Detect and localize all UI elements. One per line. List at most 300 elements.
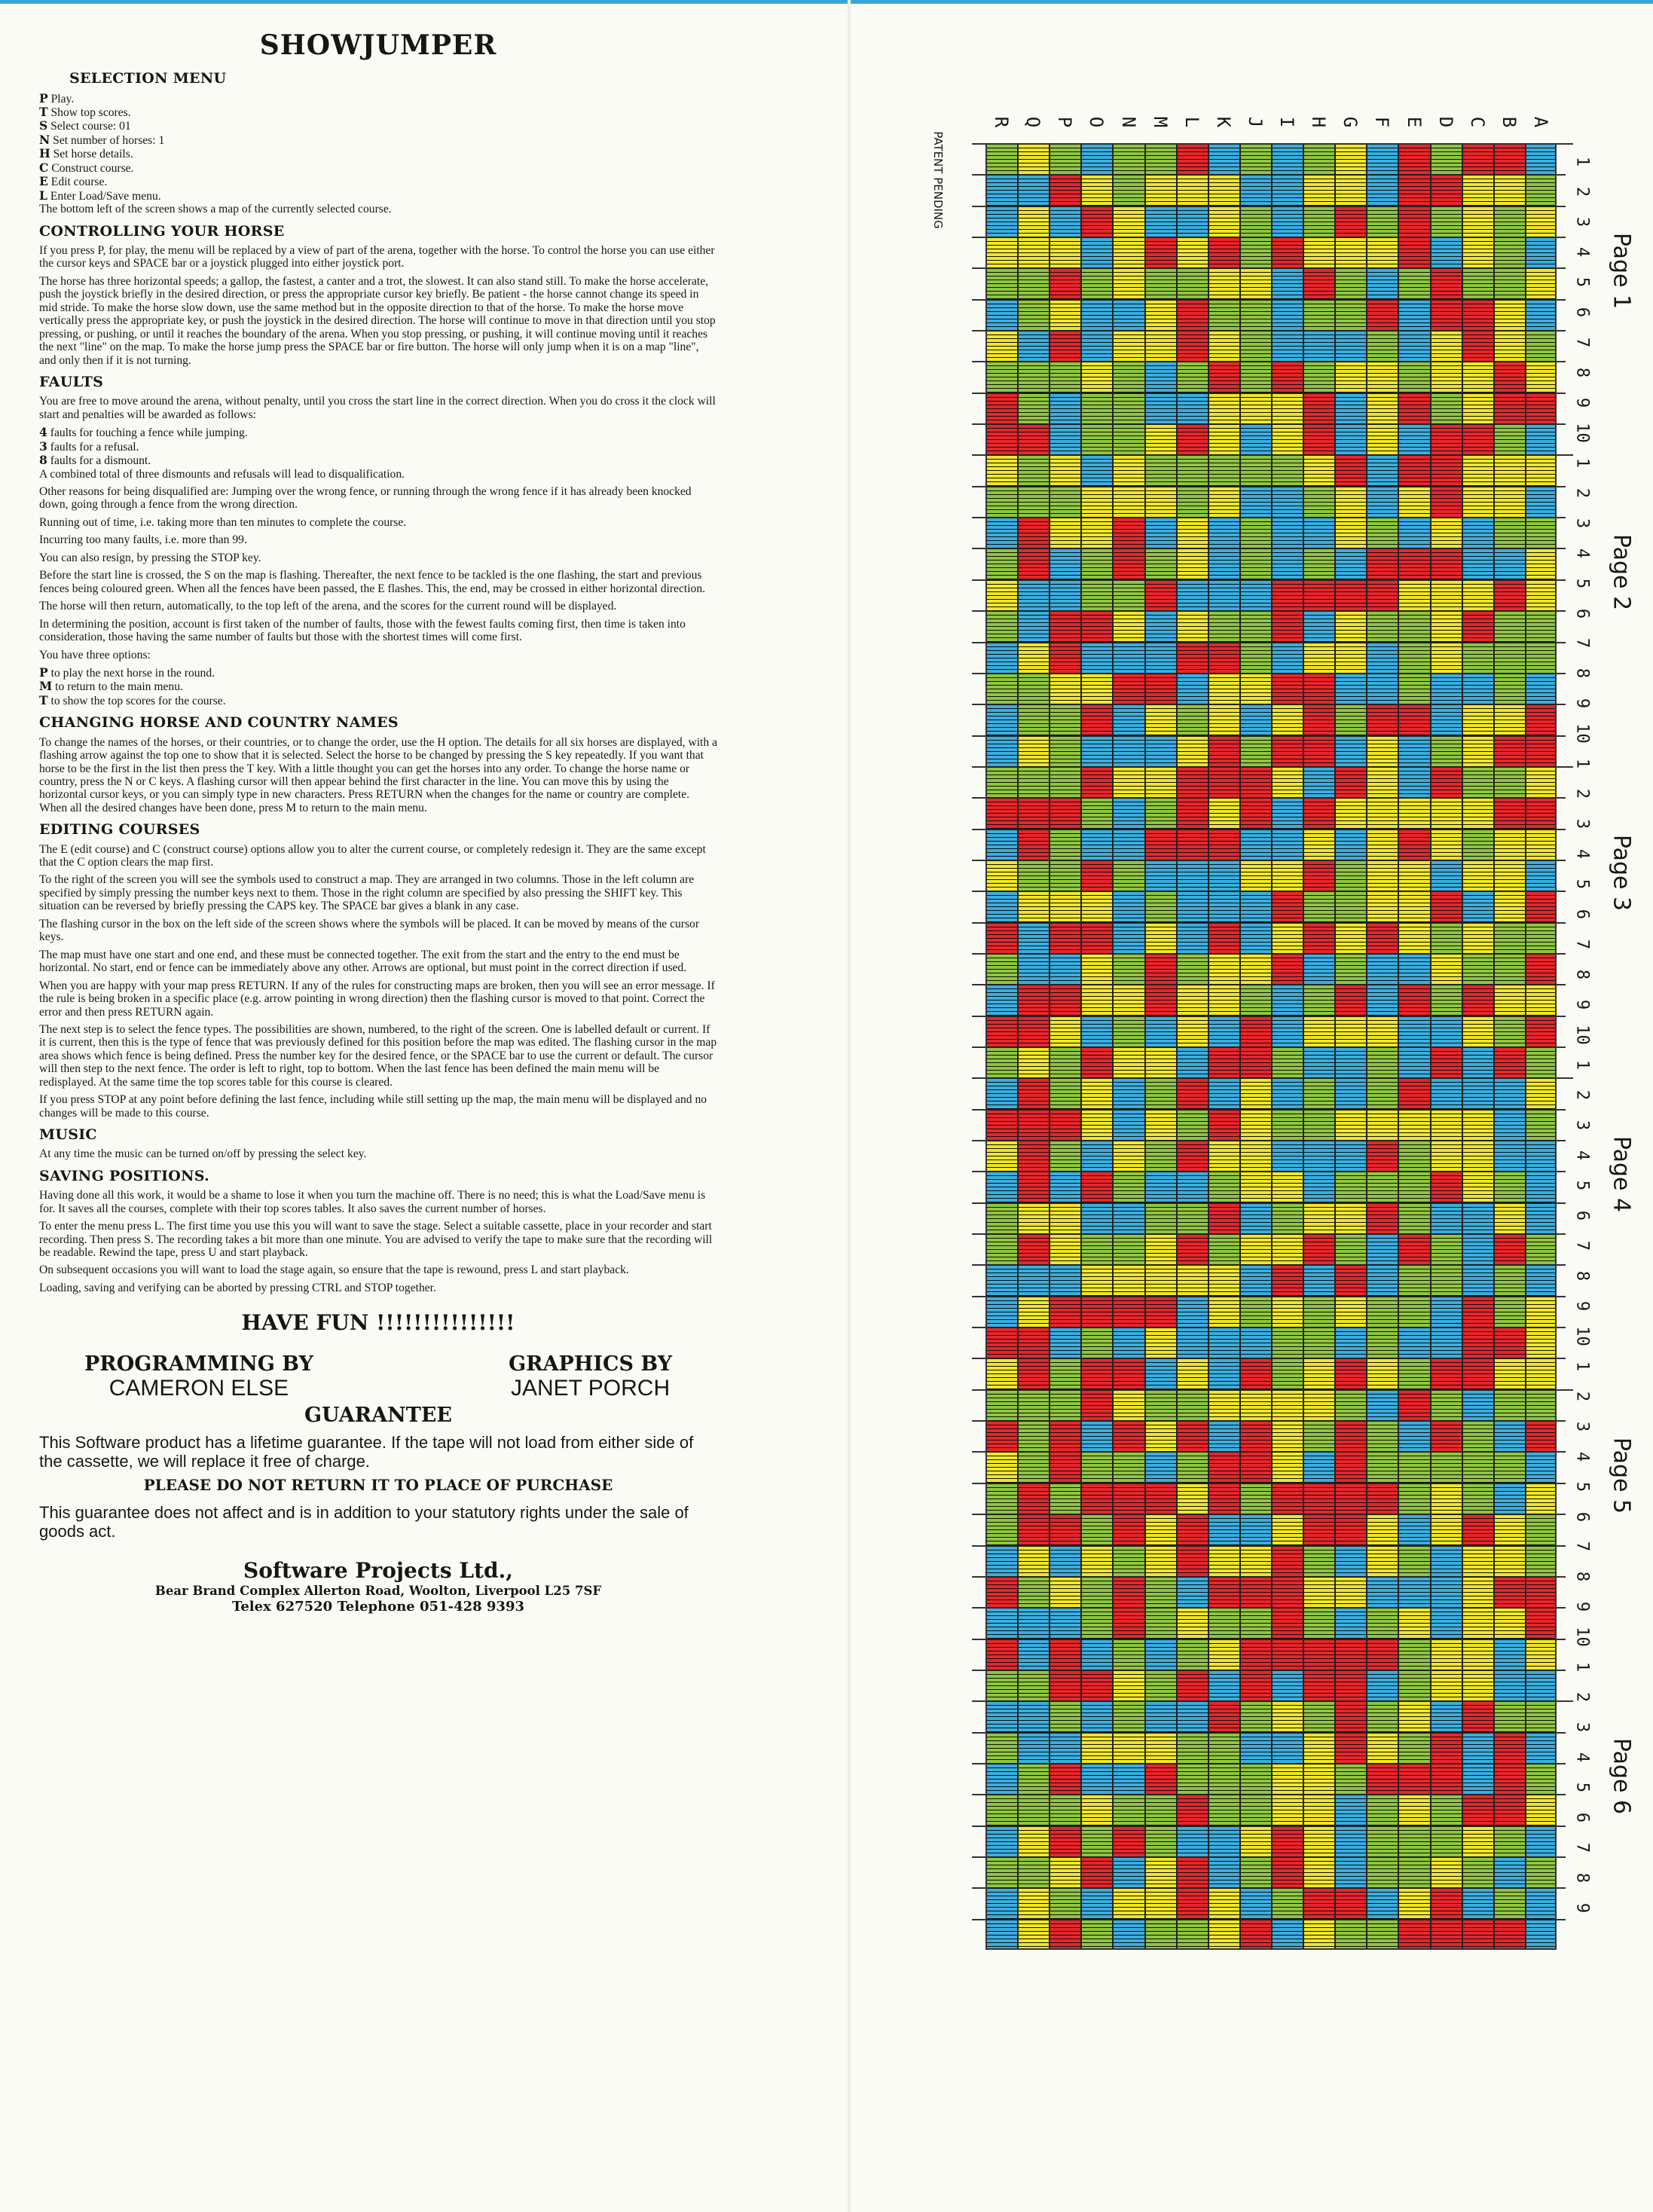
key-description: Set horse details. — [50, 148, 133, 161]
instruction-sections — [39, 71, 717, 1294]
paragraph: The horse will then return, automatically, to the top left of the arena, and the scores for the current round will be displayed. — [39, 600, 617, 613]
key-label: 4 — [39, 425, 47, 440]
grid-cell — [1209, 145, 1239, 174]
row-tick — [1557, 393, 1566, 394]
grid-cell — [1431, 581, 1462, 610]
grid-cell — [1273, 892, 1303, 921]
grid-cell — [1463, 1453, 1493, 1482]
grid-cell — [1082, 269, 1112, 298]
grid-cell — [1336, 581, 1366, 610]
grid-cell — [1082, 238, 1112, 267]
grid-cell — [1463, 1111, 1493, 1140]
grid-cell — [1178, 1328, 1208, 1358]
grid-cell — [1526, 674, 1557, 704]
row-number: 6 — [1572, 1813, 1592, 1823]
grid-cell — [987, 737, 1017, 766]
grid-cell — [1273, 1111, 1303, 1140]
grid-cell — [1146, 1297, 1176, 1327]
grid-cell — [1399, 1048, 1429, 1077]
grid-cell — [1178, 768, 1208, 797]
grid-cell — [1399, 1111, 1429, 1140]
grid-cell — [1336, 269, 1366, 298]
grid-cell — [1273, 737, 1303, 766]
grid-cell — [1304, 1764, 1334, 1794]
grid-cell — [1146, 549, 1176, 579]
grid-cell — [1082, 1453, 1112, 1482]
grid-cell — [1463, 1141, 1493, 1171]
grid-cell — [1178, 1609, 1208, 1638]
row-tick — [1557, 486, 1566, 487]
grid-cell — [1082, 1422, 1112, 1451]
grid-cell — [1241, 924, 1271, 953]
key-label: P — [39, 90, 48, 105]
grid-cell — [1114, 487, 1144, 517]
grid-cell — [987, 362, 1017, 392]
grid-cell — [1431, 892, 1462, 921]
grid-cell — [1209, 1141, 1239, 1171]
grid-cell — [1019, 1578, 1049, 1607]
grid-cell — [1114, 1141, 1144, 1171]
grid-cell — [1050, 1547, 1080, 1576]
grid-cell — [1050, 1017, 1080, 1046]
grid-cell — [1241, 768, 1271, 797]
grid-cell — [1431, 269, 1462, 298]
grid-cell — [1273, 1328, 1303, 1358]
grid-cell — [1146, 955, 1176, 984]
grid-cell — [1304, 861, 1334, 891]
column-letter: I — [1276, 116, 1298, 128]
row-tick-left — [972, 454, 985, 456]
grid-cell — [1431, 643, 1462, 673]
row-tick-left — [972, 704, 985, 705]
grid-cell — [1082, 1297, 1112, 1327]
grid-cell — [1336, 1858, 1366, 1887]
grid-cell — [1304, 487, 1334, 517]
grid-cell — [1019, 1640, 1049, 1670]
paragraph: In determining the position, account is first taken of the number of faults, those with the fewest faults coming first, then time is taken into consideration, those having the same number of faults but those with the shortest times will come first. — [39, 617, 686, 644]
row-tick-left — [972, 1670, 985, 1671]
grid-cell — [1367, 924, 1398, 953]
grid-cell — [1019, 1235, 1049, 1264]
grid-cell — [1082, 1702, 1112, 1731]
grid-cell — [1050, 1702, 1080, 1731]
grid-cell — [1082, 487, 1112, 517]
grid-cell — [1050, 549, 1080, 579]
grid-cell — [1399, 643, 1429, 673]
grid-cell — [1336, 768, 1366, 797]
grid-cell — [1495, 362, 1525, 392]
row-tick — [1557, 922, 1566, 924]
grid-cell — [1209, 1048, 1239, 1077]
grid-cell — [1082, 737, 1112, 766]
instructions-column — [39, 30, 717, 2200]
row-number: 7 — [1572, 1843, 1592, 1853]
row-number: 10 — [1572, 1025, 1592, 1045]
grid-cell — [1399, 1204, 1429, 1233]
grid-cell — [1241, 1578, 1271, 1607]
grid-cell — [987, 331, 1017, 361]
grid-cell — [1178, 1235, 1208, 1264]
row-number: 8 — [1572, 1572, 1592, 1582]
grid-cell — [1082, 768, 1112, 797]
grid-cell — [1526, 705, 1557, 735]
grid-cell — [1526, 581, 1557, 610]
graphics-artist-name: JANET PORCH — [510, 1375, 671, 1401]
graphics-heading: GRAPHICS BY — [509, 1352, 672, 1376]
row-number: 3 — [1572, 1722, 1592, 1733]
grid-cell — [1304, 207, 1334, 237]
grid-cell — [1336, 1079, 1366, 1108]
grid-cell — [1082, 924, 1112, 953]
paragraph: The horse has three horizontal speeds; a gallop, the fastest, a canter and a trot, the slowest. It can also stand still. To make the horse accelerate, push the joystick briefly in the desired direction, or press the appropriate cursor key briefly. Be patient - the horse cannot change its speed in mid stride. To make the horse slow down, use the same method but in the opposite direction to that of the horse. To make the horse move vertically press the appropriate key, or push the joystick in the desired direction. The horse will continue to move in that direction until you stop pressing, or pushing, or until it reaches the boundary of the arena. When you stop pressing, or pushing, it will continue moving until it reaches the next "line" on the map. To make the horse jump press the SPACE bar or fire button. The horse will only jump when it is on a map "line", and only then if it is not turning. — [39, 274, 716, 367]
grid-cell — [1431, 301, 1462, 330]
grid-cell — [1082, 1889, 1112, 1918]
grid-cell — [1431, 955, 1462, 984]
key-label: H — [39, 146, 50, 161]
grid-cell — [1146, 1547, 1176, 1576]
grid-cell — [1431, 1547, 1462, 1576]
grid-cell — [1146, 1359, 1176, 1389]
grid-cell — [1273, 1578, 1303, 1607]
grid-cell — [1209, 1422, 1239, 1451]
grid-cell — [1399, 331, 1429, 361]
key-description: to return to the main menu. — [52, 680, 183, 694]
grid-cell — [1399, 1547, 1429, 1576]
grid-cell — [1209, 1795, 1239, 1825]
grid-cell — [1178, 1079, 1208, 1108]
key-description: Construct course. — [48, 161, 134, 175]
grid-cell — [1273, 394, 1303, 423]
grid-cell — [1495, 331, 1525, 361]
grid-cell — [1526, 1827, 1557, 1856]
grid-cell — [1526, 1609, 1557, 1638]
grid-cell — [1209, 487, 1239, 517]
grid-cell — [1146, 1920, 1176, 1950]
page-label: Page 3 — [1608, 835, 1635, 912]
row-tick-left — [972, 1732, 985, 1734]
grid-cell — [1146, 1484, 1176, 1514]
grid-cell — [1082, 1266, 1112, 1295]
row-tick-left — [972, 1483, 985, 1484]
row-tick — [1557, 1483, 1566, 1484]
row-number: 8 — [1572, 1270, 1592, 1281]
grid-cell — [987, 1017, 1017, 1046]
grid-cell — [1082, 425, 1112, 454]
grid-cell — [1336, 830, 1366, 860]
grid-cell — [1463, 145, 1493, 174]
row-tick — [1557, 735, 1566, 737]
row-tick — [1557, 1763, 1566, 1764]
grid-cell — [1273, 456, 1303, 485]
key-label: N — [39, 132, 50, 147]
grid-cell — [1273, 861, 1303, 891]
grid-cell — [1336, 955, 1366, 984]
grid-cell — [1114, 1484, 1144, 1514]
grid-cell — [1146, 1640, 1176, 1670]
grid-cell — [1019, 362, 1049, 392]
grid-cell — [1367, 1858, 1398, 1887]
row-number: 2 — [1572, 1089, 1592, 1101]
key-line — [39, 440, 717, 454]
grid-cell — [1399, 1017, 1429, 1046]
grid-cell — [1367, 1141, 1398, 1171]
grid-cell — [1082, 674, 1112, 704]
grid-cell — [1146, 1017, 1176, 1046]
grid-cell — [1050, 581, 1080, 610]
grid-cell — [1209, 549, 1239, 579]
key-description: Play. — [47, 92, 75, 105]
key-description: Edit course. — [47, 176, 108, 189]
grid-cell — [1209, 425, 1239, 454]
grid-cell — [1526, 1359, 1557, 1389]
grid-cell — [1304, 238, 1334, 267]
row-tick-left — [972, 267, 985, 269]
row-tick-left — [972, 1046, 985, 1048]
row-tick-left — [972, 237, 985, 238]
grid-cell — [1431, 1920, 1462, 1950]
grid-cell — [1431, 1141, 1462, 1171]
grid-cell — [1273, 1889, 1303, 1918]
grid-cell — [1495, 1484, 1525, 1514]
grid-cell — [1367, 207, 1398, 237]
row-tick-left — [972, 642, 985, 643]
grid-cell — [1304, 1079, 1334, 1108]
grid-cell — [987, 955, 1017, 984]
grid-cell — [1431, 1858, 1462, 1887]
grid-cell — [1367, 394, 1398, 423]
grid-cell — [1336, 518, 1366, 548]
grid-cell — [1336, 394, 1366, 423]
grid-cell — [987, 1515, 1017, 1544]
grid-cell — [1146, 1795, 1176, 1825]
grid-cell — [1367, 674, 1398, 704]
grid-cell — [1273, 1453, 1303, 1482]
key-label: C — [39, 160, 49, 175]
grid-cell — [1431, 1795, 1462, 1825]
grid-cell — [1114, 799, 1144, 828]
grid-cell — [1367, 1578, 1398, 1607]
grid-cell — [1304, 1858, 1334, 1887]
grid-cell — [1463, 1920, 1493, 1950]
grid-cell — [1178, 1734, 1208, 1763]
grid-cell — [1146, 1734, 1176, 1763]
paragraph: Running out of time, i.e. taking more than ten minutes to complete the course. — [39, 515, 407, 529]
grid-cell — [1178, 1391, 1208, 1420]
grid-cell — [1241, 1609, 1271, 1638]
grid-cell — [1463, 985, 1493, 1015]
grid-cell — [1367, 549, 1398, 579]
grid-cell — [1304, 830, 1334, 860]
grid-cell — [1209, 955, 1239, 984]
grid-cell — [1367, 1204, 1398, 1233]
row-number: 5 — [1572, 276, 1592, 287]
grid-cell — [1526, 737, 1557, 766]
grid-cell — [1241, 176, 1271, 205]
grid-cell — [1209, 1391, 1239, 1420]
grid-cell — [1273, 1017, 1303, 1046]
grid-cell — [1526, 1671, 1557, 1700]
grid-cell — [987, 1609, 1017, 1638]
document-title: SHOWJUMPER — [259, 29, 497, 61]
row-number: 1 — [1572, 156, 1592, 167]
row-tick — [1557, 1233, 1566, 1235]
row-number: 6 — [1572, 909, 1592, 920]
grid-cell — [1431, 1297, 1462, 1327]
grid-cell — [1304, 1609, 1334, 1638]
grid-cell — [1050, 799, 1080, 828]
grid-cell — [1336, 1172, 1366, 1202]
grid-cell — [1273, 1359, 1303, 1389]
grid-cell — [1463, 1734, 1493, 1763]
key-description: faults for a refusal. — [47, 440, 139, 454]
grid-cell — [1114, 1640, 1144, 1670]
grid-cell — [1019, 985, 1049, 1015]
grid-cell — [1019, 1048, 1049, 1077]
grid-cell — [1050, 1359, 1080, 1389]
grid-cell — [1241, 1391, 1271, 1420]
grid-cell — [1050, 487, 1080, 517]
paragraph: Having done all this work, it would be a shame to lose it when you turn the machine off. There is no need; this is what the Load/Save menu is for. It saves all the courses, complete with their top scores tables. It also saves the current number of horses. — [39, 1189, 706, 1215]
grid-cell — [1050, 892, 1080, 921]
grid-cell — [1241, 1017, 1271, 1046]
grid-cell — [1050, 176, 1080, 205]
grid-cell — [1495, 1858, 1525, 1887]
grid-cell — [1463, 1671, 1493, 1700]
grid-cell — [1273, 1764, 1303, 1794]
grid-cell — [1431, 1671, 1462, 1700]
grid-cell — [1336, 1111, 1366, 1140]
grid-cell — [1336, 1422, 1366, 1451]
grid-cell — [1431, 1391, 1462, 1420]
grid-cell — [1209, 1017, 1239, 1046]
grid-cell — [1114, 612, 1144, 641]
grid-cell — [1146, 1889, 1176, 1918]
column-letter: P — [1054, 116, 1076, 128]
paragraph: At any time the music can be turned on/off by pressing the select key. — [39, 1147, 367, 1161]
grid-cell — [1336, 985, 1366, 1015]
grid-cell — [1050, 1609, 1080, 1638]
grid-cell — [1463, 1889, 1493, 1918]
row-tick-left — [972, 330, 985, 331]
grid-cell — [1050, 1079, 1080, 1108]
grid-cell — [1273, 549, 1303, 579]
grid-cell — [1082, 985, 1112, 1015]
grid-cell — [1526, 362, 1557, 392]
grid-cell — [1050, 985, 1080, 1015]
grid-cell — [1526, 612, 1557, 641]
grid-cell — [1336, 1297, 1366, 1327]
row-number: 1 — [1572, 759, 1592, 769]
grid-cell — [1463, 892, 1493, 921]
grid-cell — [1304, 1827, 1334, 1856]
row-tick-left — [972, 984, 985, 985]
grid-cell — [987, 1111, 1017, 1140]
grid-cell — [1146, 1858, 1176, 1887]
grid-cell — [1495, 985, 1525, 1015]
grid-cell — [1526, 799, 1557, 828]
grid-cell — [1273, 487, 1303, 517]
key-description: faults for a dismount. — [47, 454, 151, 468]
row-number: 9 — [1572, 1902, 1592, 1914]
row-tick-left — [972, 829, 985, 830]
grid-cell — [1114, 892, 1144, 921]
company-name: Software Projects Ltd., — [243, 1558, 514, 1584]
grid-cell — [1431, 1111, 1462, 1140]
grid-cell — [1178, 985, 1208, 1015]
column-letter: D — [1435, 116, 1456, 128]
paragraph: You can also resign, by pressing the STOP key. — [39, 551, 261, 564]
grid-cell — [1431, 518, 1462, 548]
grid-cell — [1241, 549, 1271, 579]
grid-cell — [1336, 1764, 1366, 1794]
row-tick — [1557, 1826, 1566, 1827]
grid-cell — [1431, 331, 1462, 361]
grid-cell — [1463, 1017, 1493, 1046]
grid-cell — [1399, 1484, 1429, 1514]
grid-cell — [1241, 1266, 1271, 1295]
grid-cell — [1463, 768, 1493, 797]
row-number: 1 — [1572, 457, 1592, 468]
grid-cell — [1304, 1515, 1334, 1544]
row-number: 3 — [1572, 1421, 1592, 1431]
row-number: 4 — [1572, 1451, 1592, 1462]
grid-cell — [1399, 955, 1429, 984]
grid-cell — [1114, 1359, 1144, 1389]
key-description: faults for touching a fence while jumping. — [47, 426, 248, 440]
grid-cell — [1146, 924, 1176, 953]
grid-cell — [1146, 612, 1176, 641]
grid-cell — [1114, 456, 1144, 485]
grid-cell — [1209, 1702, 1239, 1731]
grid-cell — [1431, 1827, 1462, 1856]
row-number: 2 — [1572, 487, 1592, 498]
row-number: 6 — [1572, 608, 1592, 619]
grid-cell — [1367, 861, 1398, 891]
grid-cell — [1367, 518, 1398, 548]
grid-cell — [1304, 1266, 1334, 1295]
grid-cell — [987, 1671, 1017, 1700]
grid-cell — [1273, 955, 1303, 984]
grid-cell — [1495, 456, 1525, 485]
grid-cell — [1114, 238, 1144, 267]
grid-cell — [1241, 1453, 1271, 1482]
grid-cell — [1019, 1266, 1049, 1295]
grid-cell — [1241, 1422, 1271, 1451]
grid-cell — [1114, 1266, 1144, 1295]
grid-cell — [1463, 1235, 1493, 1264]
grid-cell — [1399, 799, 1429, 828]
grid-cell — [1178, 1422, 1208, 1451]
grid-cell — [1241, 1640, 1271, 1670]
grid-cell — [1019, 1079, 1049, 1108]
row-tick-left — [972, 1856, 985, 1858]
row-tick — [1557, 766, 1573, 768]
grid-cell — [1209, 737, 1239, 766]
grid-cell — [1399, 768, 1429, 797]
grid-cell — [1082, 799, 1112, 828]
key-line — [39, 454, 717, 467]
grid-cell — [1082, 1764, 1112, 1794]
grid-cell — [1178, 1764, 1208, 1794]
grid-cell — [1019, 924, 1049, 953]
page-label: Page 6 — [1608, 1738, 1635, 1815]
grid-cell — [1146, 768, 1176, 797]
grid-cell — [1050, 362, 1080, 392]
grid-cell — [1178, 518, 1208, 548]
grid-cell — [1463, 1328, 1493, 1358]
row-number: 2 — [1572, 186, 1592, 197]
key-label: 8 — [39, 453, 47, 468]
